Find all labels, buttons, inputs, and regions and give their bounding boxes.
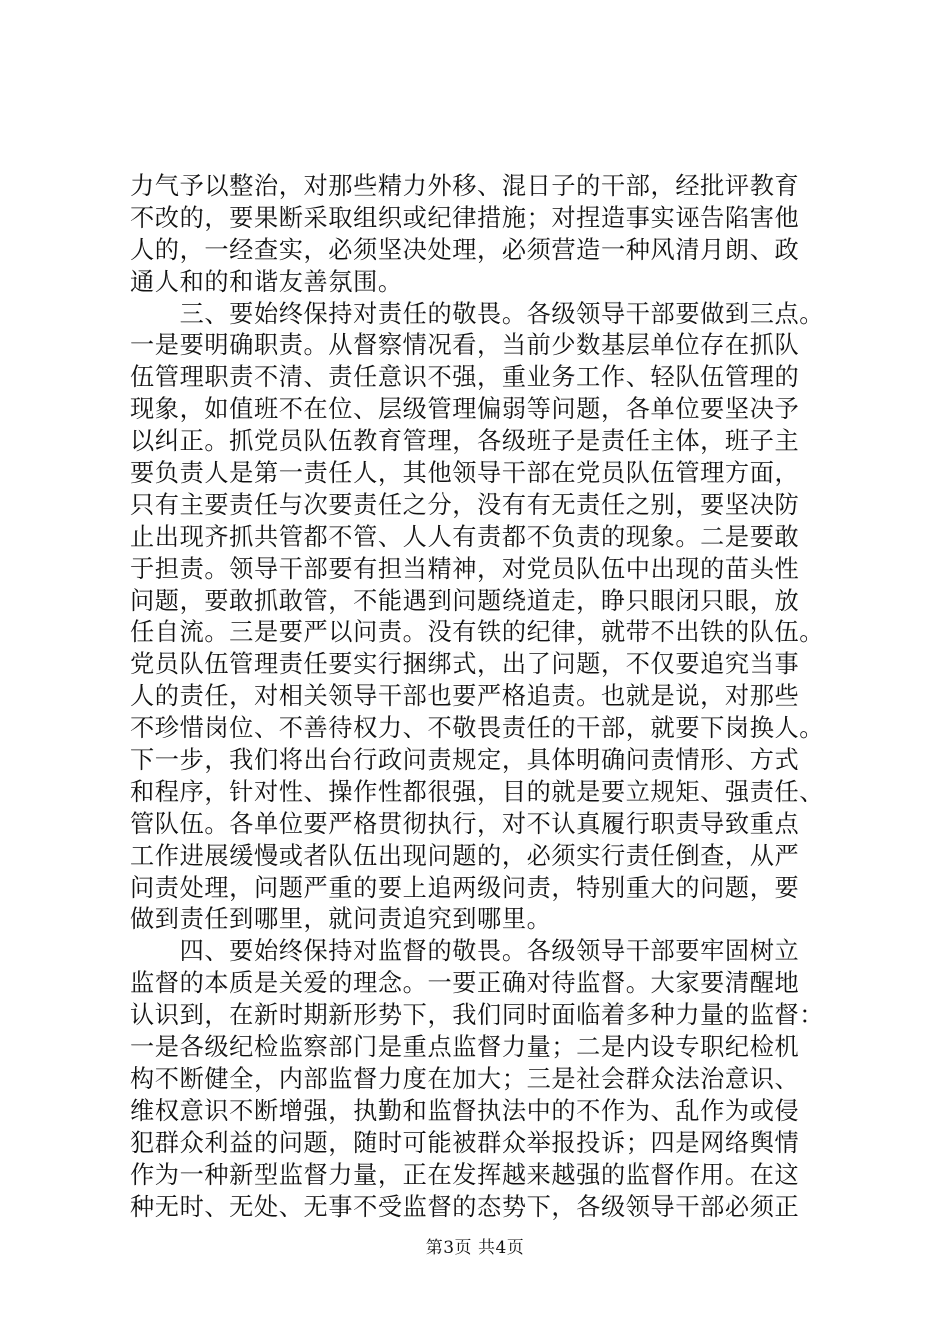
body-text — [130, 171, 850, 1223]
text-line: 做到责任到哪里，就问责追究到哪里。 — [130, 905, 552, 934]
text-line: 力气予以整治，对那些精力外移、混日子的干部，经批评教育 — [130, 172, 800, 200]
text-line: 认识到，在新时期新形势下，我们同时面临着多种力量的监督： — [130, 1001, 825, 1030]
text-line: 党员队伍管理责任要实行捆绑式，出了问题，不仅要追究当事 — [130, 650, 800, 679]
text-line: 现象，如值班不在位、层级管理偏弱等问题，各单位要坚决予 — [130, 395, 800, 424]
text-line: 一是各级纪检监察部门是重点监督力量；二是内设专职纪检机 — [130, 1033, 800, 1062]
text-line: 四、要始终保持对监督的敬畏。各级领导干部要牢固树立 — [130, 937, 800, 966]
text-line: 止出现齐抓共管都不管、人人有责都不负责的现象。二是要敢 — [130, 522, 800, 551]
text-line: 种无时、无处、无事不受监督的态势下，各级领导干部必须正 — [130, 1192, 800, 1221]
text-line: 要负责人是第一责任人，其他领导干部在党员队伍管理方面， — [130, 459, 800, 488]
text-line: 一是要明确职责。从督察情况看，当前少数基层单位存在抓队 — [130, 331, 800, 360]
text-line: 问题，要敢抓敢管，不能遇到问题绕道走，睁只眼闭只眼，放 — [130, 586, 800, 615]
text-line: 下一步，我们将出台行政问责规定，具体明确问责情形、方式 — [130, 746, 800, 775]
text-line: 通人和的和谐友善氛围。 — [130, 267, 403, 296]
text-line: 于担责。领导干部要有担当精神，对党员队伍中出现的苗头性 — [130, 554, 800, 583]
text-line: 不改的，要果断采取组织或纪律措施；对捏造事实诬告陷害他 — [130, 203, 800, 232]
text-line: 人的，一经查实，必须坚决处理，必须营造一种风清月朗、政 — [130, 235, 800, 264]
text-line: 不珍惜岗位、不善待权力、不敬畏责任的干部，就要下岗换人。 — [130, 714, 825, 743]
text-line: 伍管理职责不清、责任意识不强，重业务工作、轻队伍管理的 — [130, 363, 800, 392]
text-line: 管队伍。各单位要严格贯彻执行，对不认真履行职责导致重点 — [130, 809, 800, 838]
text-line: 只有主要责任与次要责任之分，没有有无责任之别，要坚决防 — [130, 490, 800, 519]
text-line: 以纠正。抓党员队伍教育管理，各级班子是责任主体，班子主 — [130, 427, 800, 456]
text-line: 人的责任，对相关领导干部也要严格追责。也就是说，对那些 — [130, 682, 800, 711]
text-line: 维权意识不断增强，执勤和监督执法中的不作为、乱作为或侵 — [130, 1096, 800, 1125]
text-line: 监督的本质是关爱的理念。一要正确对待监督。大家要清醒地 — [130, 969, 800, 998]
page-number-footer: 第3页 共4页 — [425, 1238, 525, 1258]
text-line: 作为一种新型监督力量，正在发挥越来越强的监督作用。在这 — [130, 1160, 800, 1189]
text-line: 工作进展缓慢或者队伍出现问题的，必须实行责任倒查，从严 — [130, 841, 800, 870]
text-line: 问责处理，问题严重的要上追两级问责，特别重大的问题，要 — [130, 873, 800, 902]
text-line: 三、要始终保持对责任的敬畏。各级领导干部要做到三点。 — [130, 299, 825, 328]
text-line: 犯群众利益的问题，随时可能被群众举报投诉；四是网络舆情 — [130, 1128, 800, 1157]
text-line: 任自流。三是要严以问责。没有铁的纪律，就带不出铁的队伍。 — [130, 618, 825, 647]
text-line: 和程序，针对性、操作性都很强，目的就是要立规矩、强责任、 — [130, 777, 825, 806]
text-line: 构不断健全，内部监督力度在加大；三是社会群众法治意识、 — [130, 1064, 800, 1093]
